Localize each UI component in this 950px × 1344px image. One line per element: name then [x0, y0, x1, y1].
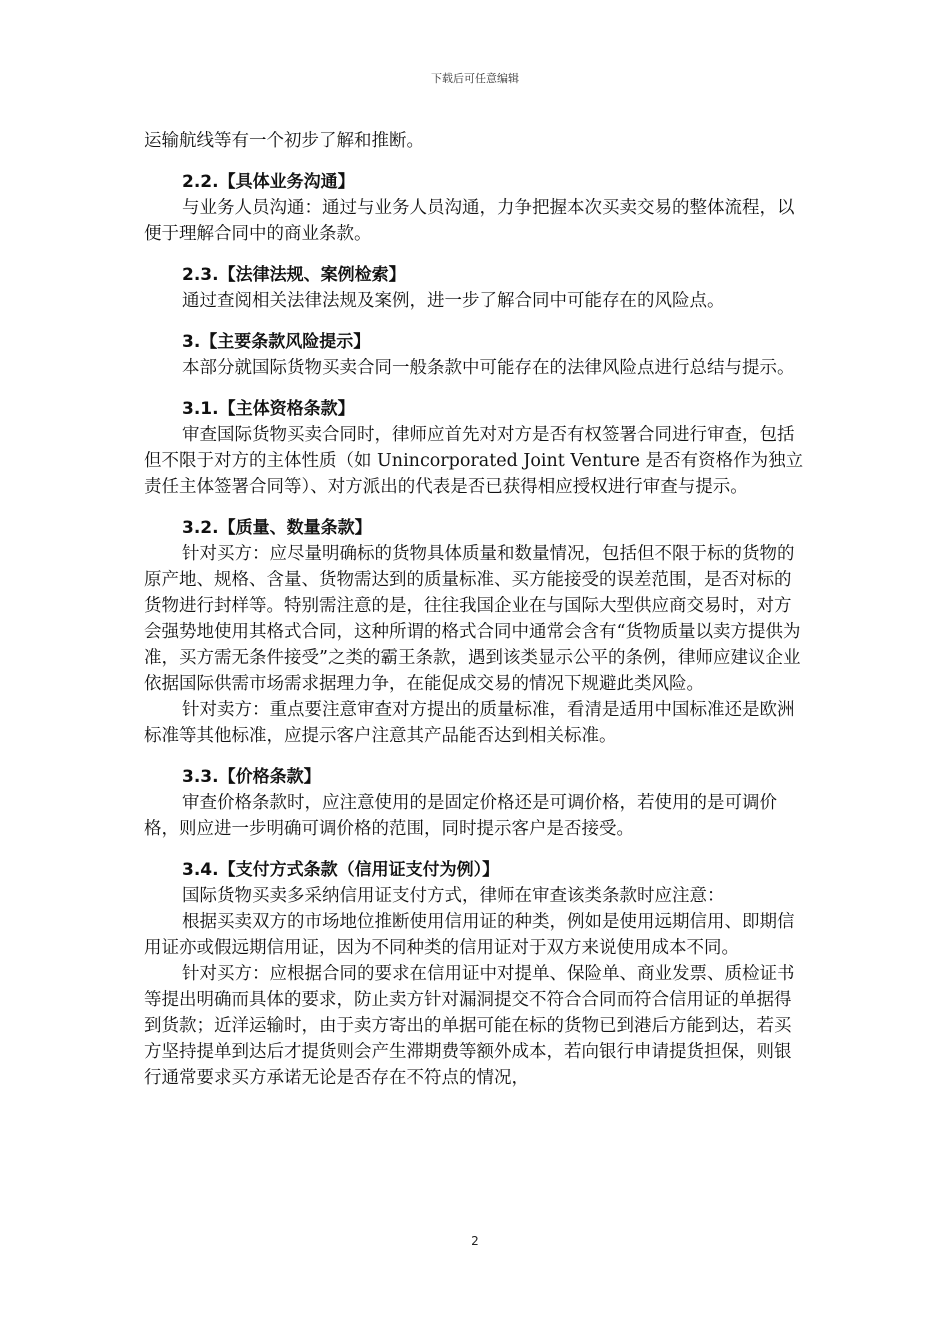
paragraph: 针对买方：应尽量明确标的货物具体质量和数量情况，包括但不限于标的货物的原产地、规格、含量、货物需达到的质量标准、买方能接受的误差范围，是否对标的货物进行封样等。特别需注意的是，往往我国企业在与国际大型供应商交易时，对方会强势地使用其格式合同，这种所谓的格式合同中通常会含有“货物质量以卖方提供为准，买方需无条件接受”之类的霸王条款，遇到该类显示公平的条例，律师应建议企业依据国际供需市场需求据理力争，在能促成交易的情况下规避此类风险。	[144, 544, 801, 694]
section-3-3	[144, 764, 808, 842]
section-heading: 3.4.【支付方式条款（信用证支付为例）】	[182, 860, 500, 880]
paragraph: 根据买卖双方的市场地位推断使用信用证的种类，例如是使用远期信用、即期信用证亦或假远期信用证，因为不同种类的信用证对于双方来说使用成本不同。	[144, 912, 795, 958]
paragraph: 针对买方：应根据合同的要求在信用证中对提单、保险单、商业发票、质检证书等提出明确而具体的要求，防止卖方针对漏洞提交不符合合同而符合信用证的单据得到货款；近洋运输时，由于卖方寄出的单据可能在标的货物已到港后方能到达，若买方坚持提单到达后才提货则会产生滞期费等额外成本，若向银行申请提货担保，则银行通常要求买方承诺无论是否存在不符点的情况，	[144, 964, 795, 1088]
paragraph: 针对卖方：重点要注意审查对方提出的质量标准，看清是适用中国标准还是欧洲标准等其他标准，应提示客户注意其产品能否达到相关标准。	[144, 700, 795, 746]
intro-paragraph: 运输航线等有一个初步了解和推断。	[144, 131, 424, 151]
page-number: 2	[471, 1234, 479, 1248]
section-3-1	[144, 396, 808, 500]
section-heading: 3.【主要条款风险提示】	[182, 332, 371, 352]
paragraph: 审查国际货物买卖合同时，律师应首先对对方是否有权签署合同进行审查，包括但不限于对方的主体性质（如 Unincorporated Joint Venture 是否有资格作为独立责任主体签署合同等）、对方派出的代表是否已获得相应授权进行审查与提示。	[144, 425, 804, 497]
paragraph: 通过查阅相关法律法规及案例，进一步了解合同中可能存在的风险点。	[182, 291, 725, 311]
paragraph: 本部分就国际货物买卖合同一般条款中可能存在的法律风险点进行总结与提示。	[182, 358, 795, 378]
document-body	[144, 128, 808, 1091]
section-heading: 3.3.【价格条款】	[182, 767, 321, 787]
section-heading: 3.2.【质量、数量条款】	[182, 518, 372, 538]
paragraph: 国际货物买卖多采纳信用证支付方式，律师在审查该类条款时应注意：	[182, 886, 725, 906]
paragraph: 审查价格条款时，应注意使用的是固定价格还是可调价格，若使用的是可调价格，则应进一步明确可调价格的范围，同时提示客户是否接受。	[144, 793, 777, 839]
page-header: 下载后可任意编辑	[431, 72, 519, 85]
section-2-2	[144, 169, 808, 247]
section-3-4	[144, 857, 808, 1091]
section-3-2	[144, 515, 808, 749]
section-heading: 3.1.【主体资格条款】	[182, 399, 355, 419]
section-heading: 2.2.【具体业务沟通】	[182, 172, 355, 192]
section-2-3	[144, 262, 808, 314]
section-3	[144, 329, 808, 381]
paragraph: 与业务人员沟通：通过与业务人员沟通，力争把握本次买卖交易的整体流程，以便于理解合同中的商业条款。	[144, 198, 795, 244]
section-heading: 2.3.【法律法规、案例检索】	[182, 265, 406, 285]
